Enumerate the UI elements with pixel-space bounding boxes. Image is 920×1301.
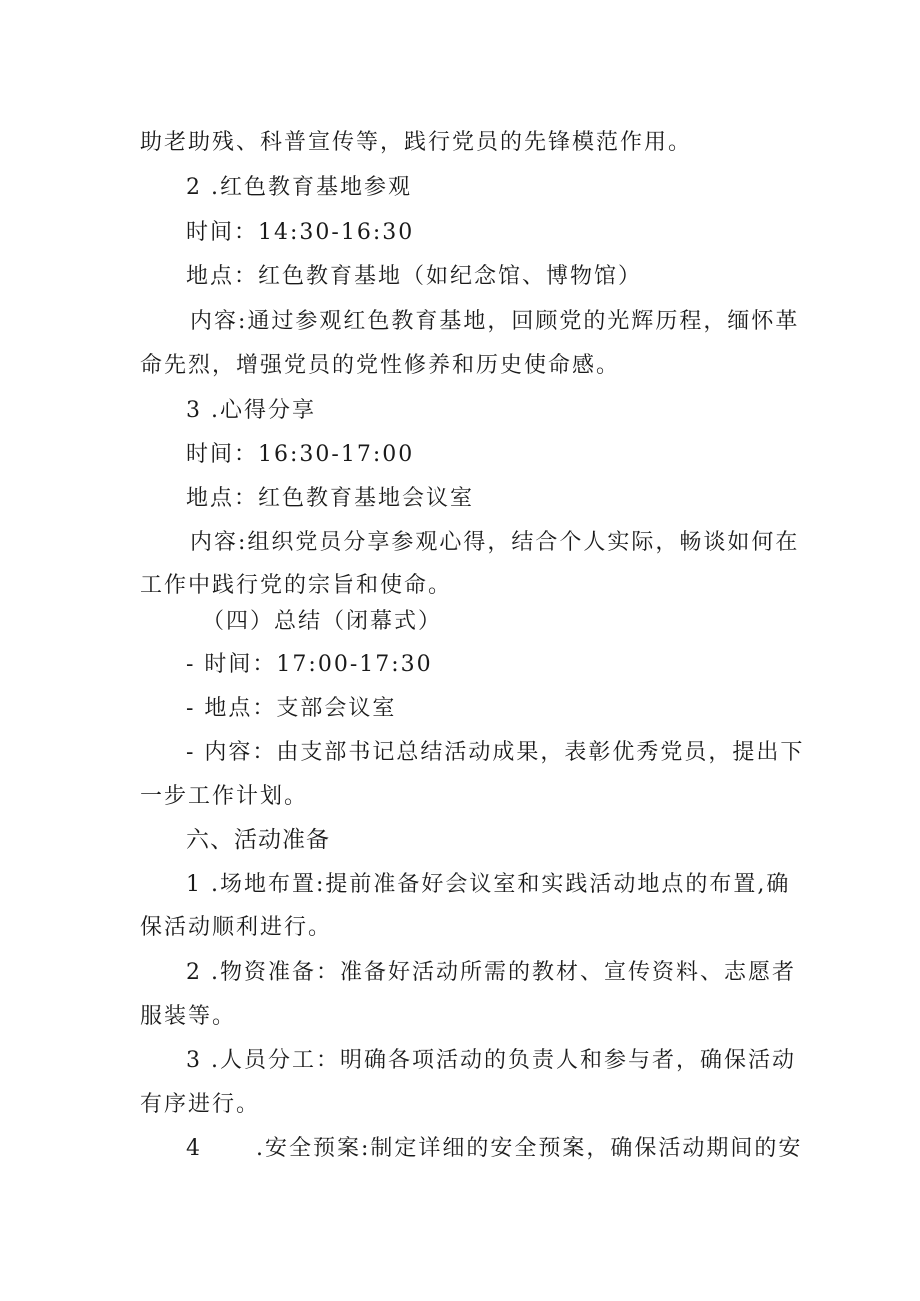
text-line: 内容:组织党员分享参观心得，结合个人实际，畅谈如何在: [190, 530, 800, 555]
text-line: 3 .人员分工：明确各项活动的负责人和参与者，确保活动: [186, 1048, 796, 1073]
section-item-title: 2 .红色教育基地参观: [186, 175, 412, 200]
text-line: 时间：16:30-17:00: [186, 442, 415, 467]
text-line: 工作中践行党的宗旨和使命。: [140, 573, 453, 598]
text-line: - 内容：由支部书记总结活动成果，表彰优秀党员，提出下: [186, 740, 805, 765]
subsection-title: （四）总结（闭幕式）: [202, 609, 443, 634]
text-line: 命先烈，增强党员的党性修养和历史使命感。: [140, 353, 621, 378]
text-line: - 地点：支部会议室: [186, 696, 397, 721]
text-line: 1 .场地布置:提前准备好会议室和实践活动地点的布置,确: [186, 872, 791, 897]
text-line: 2 .物资准备：准备好活动所需的教材、宣传资料、志愿者: [186, 960, 796, 985]
text-line: 助老助残、科普宣传等，践行党员的先锋模范作用。: [140, 130, 693, 155]
text-line: - 时间：17:00-17:30: [186, 652, 433, 677]
text-line: 地点：红色教育基地会议室: [186, 486, 475, 511]
text-line: 时间：14:30-16:30: [186, 220, 415, 245]
text-line: 地点：红色教育基地（如纪念馆、博物馆）: [186, 264, 643, 289]
text-line: 一步工作计划。: [140, 784, 309, 809]
text-line: 有序进行。: [140, 1092, 261, 1117]
section-heading: 六、活动准备: [186, 827, 330, 853]
section-item-title: 3 .心得分享: [186, 398, 316, 423]
text-line: 内容:通过参观红色教育基地，回顾党的光辉历程，缅怀革: [190, 309, 800, 334]
text-line: 4 .安全预案:制定详细的安全预案，确保活动期间的安: [186, 1136, 803, 1161]
text-line: 服装等。: [140, 1004, 237, 1029]
text-line: 保活动顺利进行。: [140, 915, 333, 940]
